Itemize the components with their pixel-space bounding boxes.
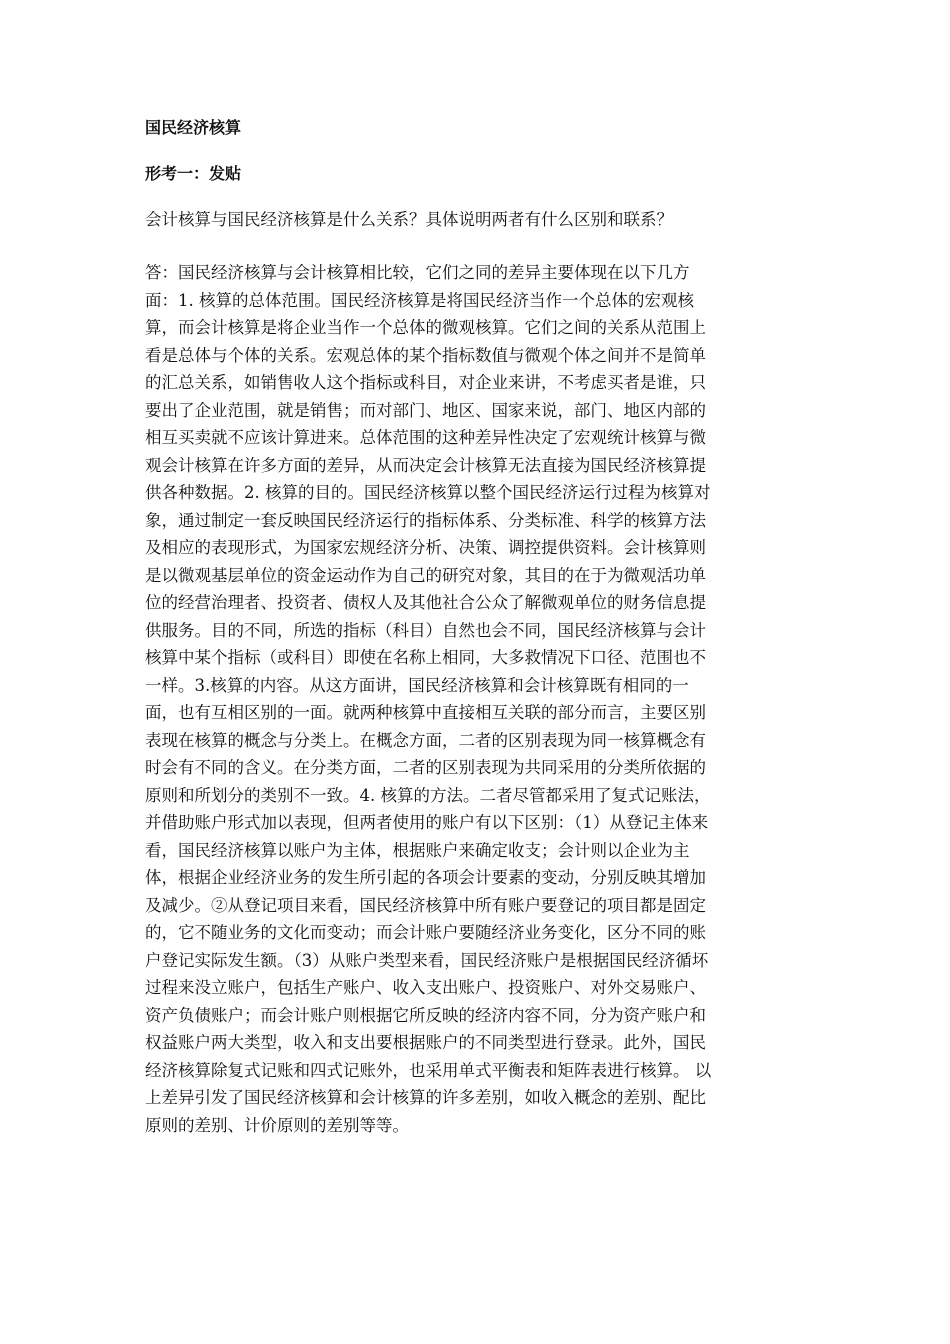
answer-line: 的汇总关系，如销售收人这个指标或科目，对企业来讲，不考虑买者是谁，只	[145, 373, 706, 392]
answer-line: 一样。3.核算的内容。从这方面讲，国民经济核算和会计核算既有相同的一	[145, 675, 689, 695]
answer-line: 要出了企业范围，就是销售；而对部门、地区、国家来说，部门、地区内部的	[145, 400, 706, 420]
answer-line: 核算中某个指标（或科目）即使在名称上相同，大多救情况下口径、范围也不	[145, 648, 706, 667]
document-title: 国民经济核算	[145, 118, 242, 137]
answer-line: 及减少。②从登记项目来看，国民经济核算中所有账户要登记的项目都是固定	[145, 895, 706, 915]
answer-line: 权益账户两大类型，收入和支出要根据账户的不同类型进行登录。此外，国民	[145, 1033, 706, 1052]
answer-line: 时会有不同的含义。在分类方面，二者的区别表现为共同采用的分类所依据的	[145, 758, 706, 777]
answer-line: 资产负债账户；而会计账户则根据它所反映的经济内容不同，分为资产账户和	[145, 1005, 706, 1025]
answer-line: 的，它不随业务的文化而变动；而会计账户要随经济业务变化，区分不同的账	[145, 923, 706, 942]
answer-line: 观会计核算在许多方面的差异，从而决定会计核算无法直接为国民经济核算提	[145, 455, 706, 475]
answer-line: 位的经营治理者、投资者、债权人及其他社合公众了解微观单位的财务信息提	[145, 593, 706, 612]
answer-line: 及相应的表现形式，为国家宏规经济分析、决策、调控提供资料。会计核算则	[145, 538, 706, 557]
answer-line: 是以微观基层单位的资金运动作为自己的研究对象，其目的在于为微观活功单	[145, 565, 706, 585]
answer-line: 原则的差别、计价原则的差别等等。	[145, 1115, 409, 1135]
answer-line: 原则和所划分的类别不一致。4. 核算的方法。二者尽管都采用了复式记账法，	[145, 785, 711, 805]
answer-line: 看是总体与个体的关系。宏观总体的某个指标数值与微观个体之间并不是简单	[145, 345, 706, 365]
question-text: 会计核算与国民经济核算是什么关系？具体说明两者有什么区别和联系？	[145, 210, 673, 229]
answer-text	[145, 259, 807, 1139]
assignment-subtitle: 形考一：发贴	[145, 164, 242, 183]
answer-line: 供各种数据。2. 核算的目的。国民经济核算以整个国民经济运行过程为核算对	[145, 483, 711, 502]
answer-line: 上差异引发了国民经济核算和会计核算的许多差别，如收入概念的差别、配比	[145, 1088, 706, 1107]
answer-line: 供服务。目的不同，所选的指标（科目）自然也会不同，国民经济核算与会计	[145, 620, 706, 640]
answer-line: 算，而会计核算是将企业当作一个总体的微观核算。它们之间的关系从范围上	[145, 318, 706, 337]
answer-line: 面：1. 核算的总体范围。国民经济核算是将国民经济当作一个总体的宏观核	[145, 290, 694, 310]
answer-line: 答：国民经济核算与会计核算相比较，它们之同的差异主要体现在以下几方	[145, 263, 690, 282]
answer-line: 相互买卖就不应该计算进来。总体范围的这种差异性决定了宏观统计核算与微	[145, 428, 706, 447]
answer-line: 体，根据企业经济业务的发生所引起的各项会计要素的变动，分别反映其增加	[145, 868, 706, 887]
answer-line: 并借助账户形式加以表现，但两者使用的账户有以下区别：（1）从登记主体来	[145, 813, 709, 832]
answer-line: 看，国民经济核算以账户为主体，根据账户来确定收支；会计则以企业为主	[145, 840, 690, 860]
answer-line: 户登记实际发生额。（3）从账户类型来看，国民经济账户是根据国民经济循坏	[145, 950, 709, 970]
answer-line: 过程来没立账户，包括生产账户、收入支出账户、投资账户、对外交易账户、	[145, 978, 706, 997]
document-content	[145, 116, 807, 1139]
answer-line: 表现在核算的概念与分类上。在概念方面，二者的区别表现为同一核算概念有	[145, 730, 706, 750]
answer-line: 面，也有互相区别的一面。就两种核算中直接相互关联的部分而言，主要区别	[145, 703, 706, 722]
answer-line: 经济核算除复式记账和四式记账外，也采用单式平衡表和矩阵表进行核算。 以	[145, 1060, 712, 1080]
answer-line: 象，通过制定一套反映国民经济运行的指标体系、分类标准、科学的核算方法	[145, 510, 706, 530]
